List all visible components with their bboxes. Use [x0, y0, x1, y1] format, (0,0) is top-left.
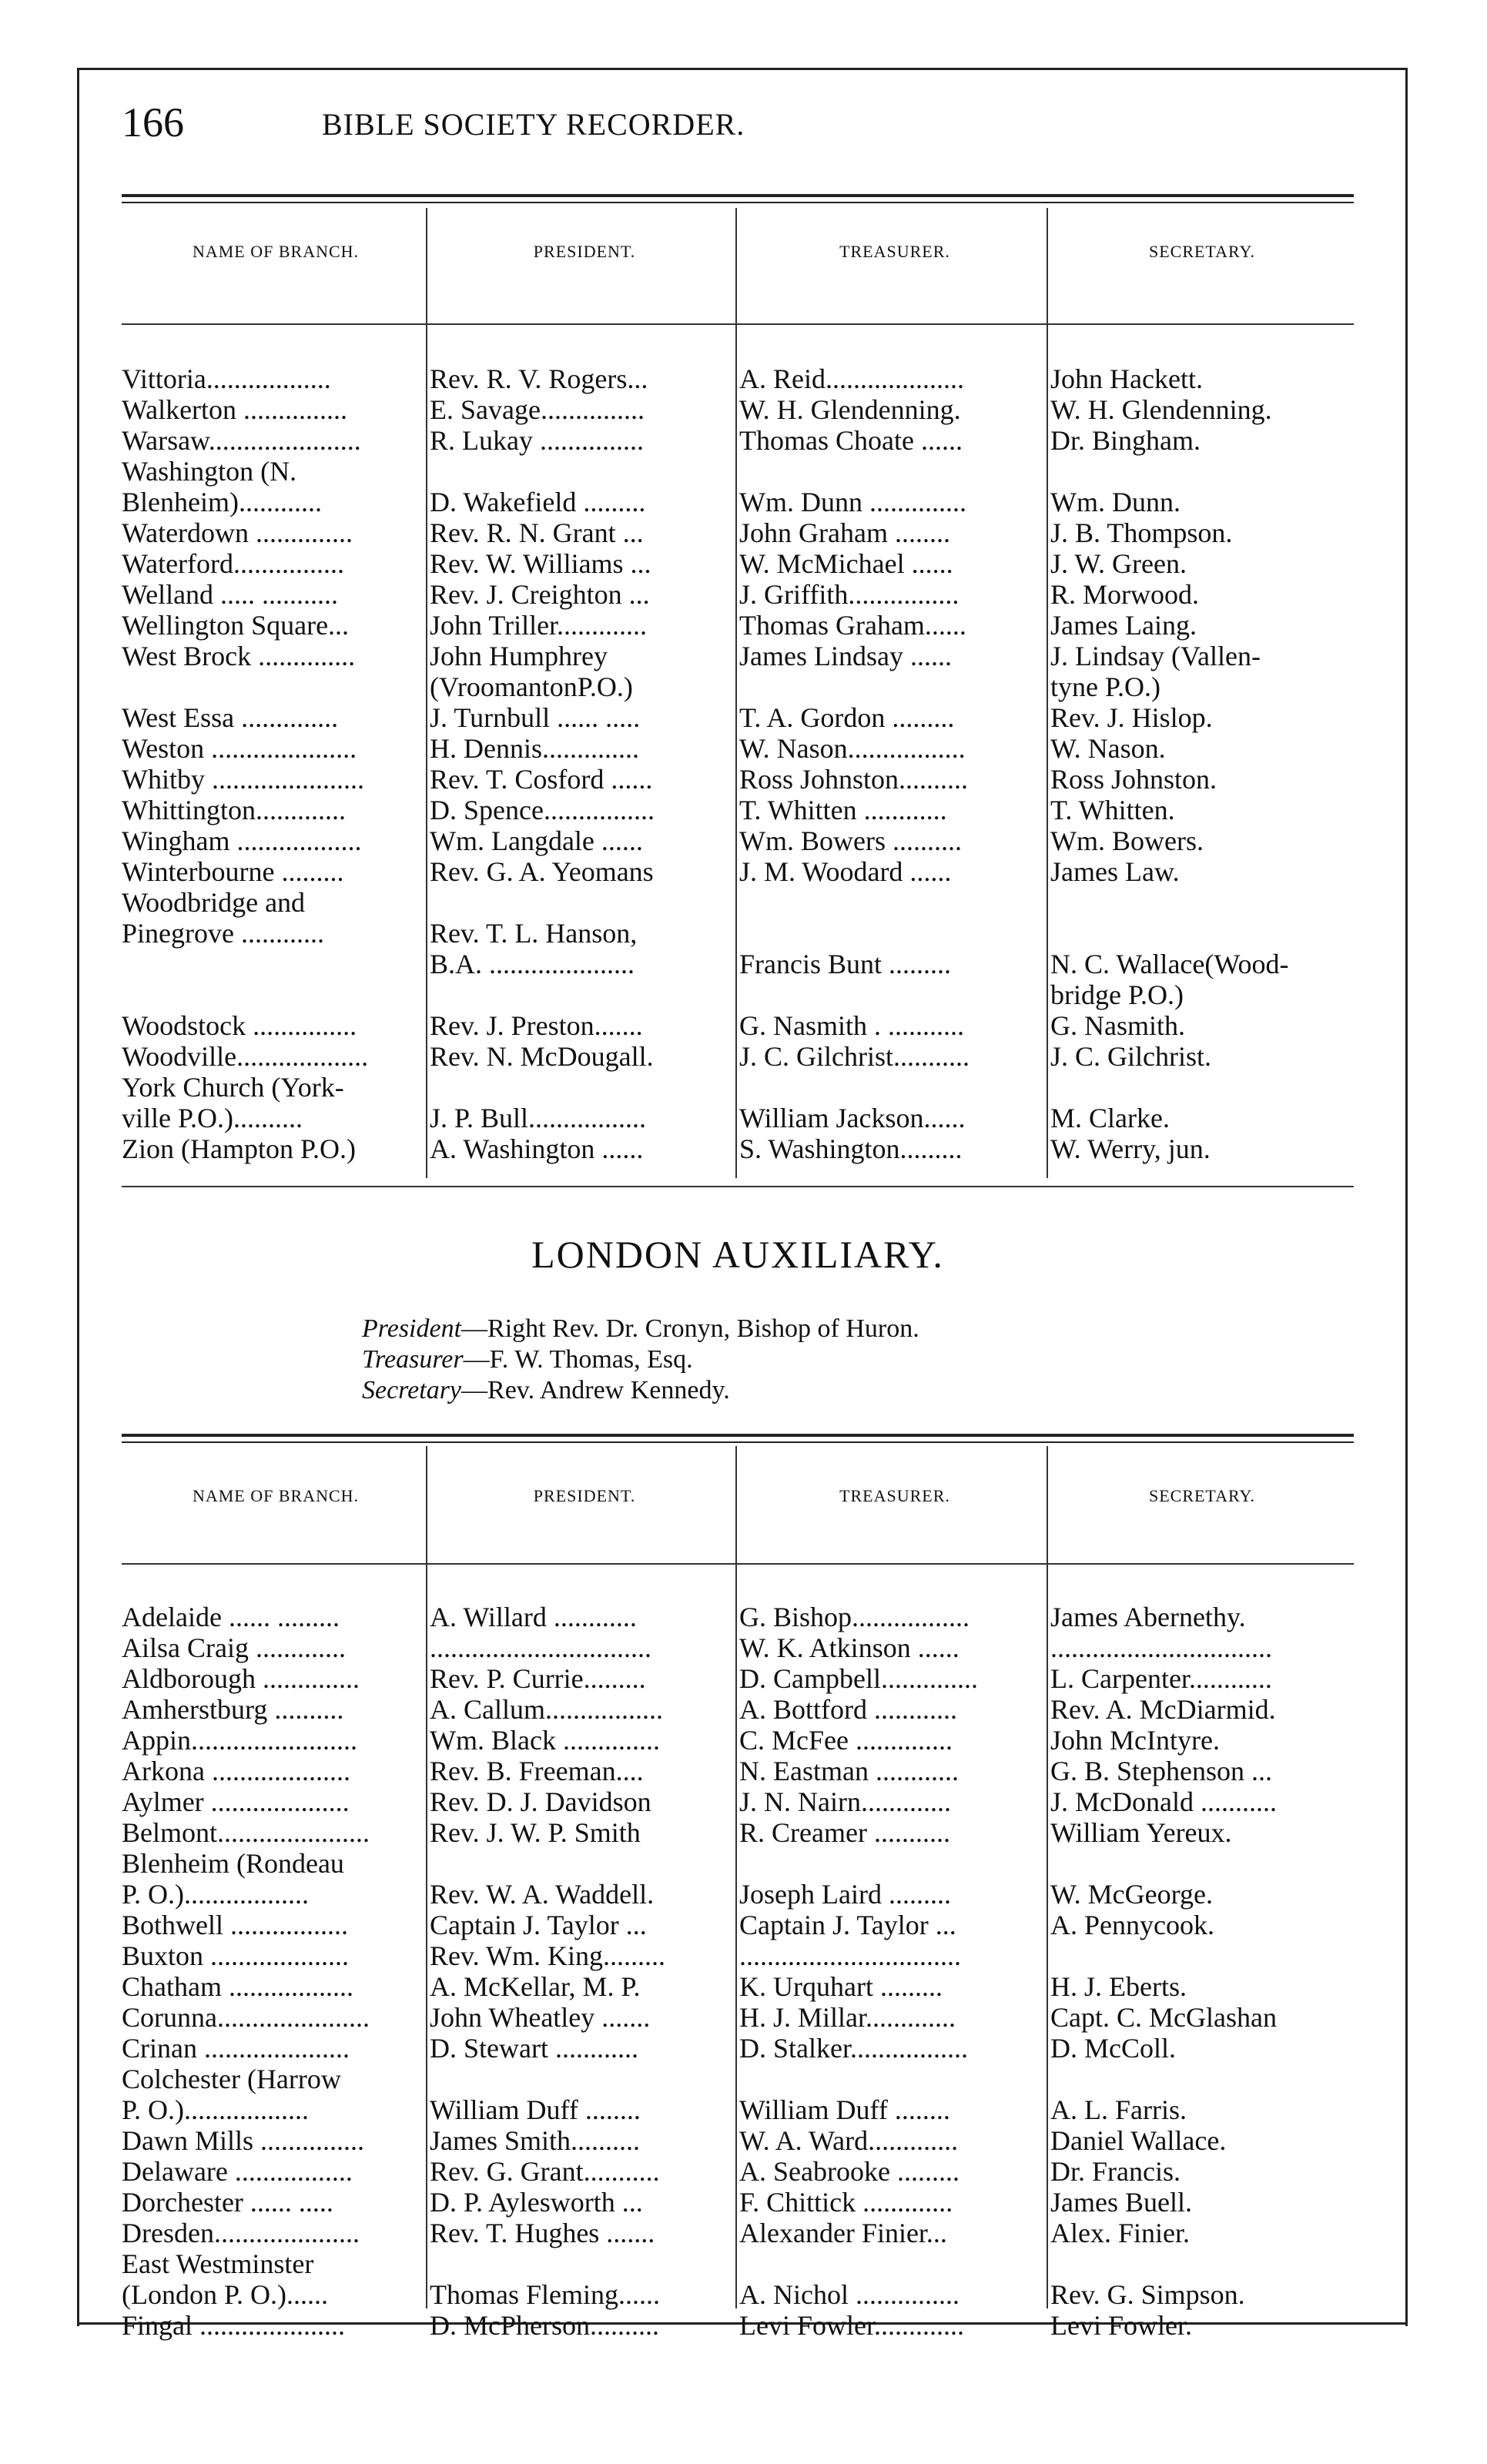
- cell-secretary: James Abernethy.: [1050, 1602, 1246, 1632]
- cell-secretary: J. Lindsay (Vallen-: [1050, 641, 1261, 671]
- cell-secretary: J. C. Gilchrist.: [1050, 1041, 1212, 1072]
- cell-treasurer: A. Nichol ...............: [739, 2279, 960, 2310]
- cell-president: A. Willard ............: [430, 1602, 637, 1632]
- cell-treasurer: William Jackson......: [739, 1103, 966, 1133]
- cell-president: D. Stewart ............: [430, 2033, 638, 2064]
- col-head-secretary: SECRETARY.: [1148, 242, 1256, 261]
- cell-treasurer: C. McFee ..............: [739, 1725, 953, 1756]
- cell-branch: East Westminster: [122, 2248, 314, 2279]
- cell-branch: Dawn Mills ...............: [122, 2125, 364, 2156]
- cell-branch: Fingal .....................: [122, 2310, 346, 2341]
- cell-president: Thomas Fleming......: [430, 2279, 660, 2310]
- cell-treasurer: K. Urquhart .........: [739, 1971, 943, 2002]
- cell-branch: Bothwell .................: [122, 1910, 348, 1940]
- cell-president: D. McPherson..........: [430, 2310, 659, 2341]
- table2-body: [122, 1602, 1354, 2341]
- cell-branch: West Essa ..............: [122, 702, 339, 733]
- officer-president-value: —Right Rev. Dr. Cronyn, Bishop of Huron.: [461, 1314, 919, 1343]
- cell-secretary: William Yereux.: [1050, 1817, 1232, 1848]
- table-row: [122, 425, 1354, 456]
- cell-treasurer: James Lindsay ......: [739, 641, 952, 671]
- table-row: [122, 394, 1354, 425]
- cell-secretary: Ross Johnston.: [1050, 764, 1217, 795]
- cell-branch: Pinegrove ............: [122, 918, 324, 949]
- cell-secretary: Alex. Finier.: [1050, 2218, 1190, 2248]
- cell-secretary: tyne P.O.): [1050, 671, 1160, 702]
- cell-branch: Aylmer ....................: [122, 1786, 350, 1817]
- cell-branch: Dorchester ...... .....: [122, 2187, 333, 2218]
- cell-secretary: M. Clarke.: [1050, 1103, 1170, 1133]
- cell-secretary: H. J. Eberts.: [1050, 1971, 1187, 2002]
- cell-treasurer: G. Bishop.................: [739, 1602, 970, 1632]
- cell-president: Rev. W. A. Waddell.: [430, 1879, 655, 1910]
- cell-branch: Whitby ......................: [122, 764, 364, 795]
- cell-treasurer: H. J. Millar.............: [739, 2002, 956, 2033]
- table-row: [122, 918, 1354, 949]
- cell-president: James Smith..........: [430, 2125, 641, 2156]
- table-row: [122, 671, 1354, 702]
- page-header: [122, 99, 1354, 160]
- cell-secretary: ................................: [1050, 1632, 1272, 1663]
- table-row: [122, 1971, 1354, 2002]
- cell-branch: Warsaw......................: [122, 425, 361, 456]
- cell-branch: ville P.O.)..........: [122, 1103, 303, 1133]
- cell-treasurer: Alexander Finier...: [739, 2218, 947, 2248]
- cell-branch: (London P. O.)......: [122, 2279, 328, 2310]
- cell-secretary: Wm. Bowers.: [1050, 825, 1204, 856]
- cell-branch: Woodbridge and: [122, 887, 306, 918]
- cell-treasurer: T. Whitten ............: [739, 795, 947, 825]
- table-row: [122, 2125, 1354, 2156]
- table-row: [122, 795, 1354, 825]
- cell-treasurer: F. Chittick .............: [739, 2187, 953, 2218]
- cell-treasurer: T. A. Gordon .........: [739, 702, 955, 733]
- cell-branch: Woodville...................: [122, 1041, 369, 1072]
- cell-branch: Dresden.....................: [122, 2218, 360, 2248]
- cell-secretary: J. B. Thompson.: [1050, 517, 1233, 548]
- cell-secretary: T. Whitten.: [1050, 795, 1175, 825]
- cell-treasurer: W. McMichael ......: [739, 548, 953, 579]
- officer-secretary-value: —Rev. Andrew Kennedy.: [461, 1376, 730, 1404]
- cell-branch: Corunna......................: [122, 2002, 370, 2033]
- cell-branch: West Brock ..............: [122, 641, 356, 671]
- cell-treasurer: Wm. Bowers ..........: [739, 825, 962, 856]
- cell-branch: Belmont......................: [122, 1817, 370, 1848]
- cell-president: J. Turnbull ...... .....: [430, 702, 641, 733]
- cell-treasurer: Francis Bunt .........: [739, 949, 951, 979]
- cell-treasurer: ................................: [739, 1940, 961, 1971]
- cell-secretary: Dr. Bingham.: [1050, 425, 1201, 456]
- cell-president: B.A. .....................: [430, 949, 635, 979]
- cell-president: Rev. J. W. P. Smith: [430, 1817, 641, 1848]
- cell-treasurer: W. H. Glendenning.: [739, 394, 961, 425]
- officer-treasurer-label: Treasurer: [362, 1345, 464, 1374]
- cell-president: Rev. R. N. Grant ...: [430, 517, 644, 548]
- table-row: [122, 733, 1354, 764]
- table-row: [122, 1756, 1354, 1786]
- cell-branch: Wellington Square...: [122, 610, 350, 641]
- officer-president: [362, 1314, 919, 1344]
- cell-branch: Whittington.............: [122, 795, 346, 825]
- cell-secretary: Rev. A. McDiarmid.: [1050, 1694, 1276, 1725]
- cell-secretary: Dr. Francis.: [1050, 2156, 1181, 2187]
- cell-treasurer: D. Stalker.................: [739, 2033, 968, 2064]
- cell-branch: Crinan .....................: [122, 2033, 350, 2064]
- col-head-treasurer: TREASURER.: [839, 242, 950, 261]
- cell-branch: Delaware .................: [122, 2156, 353, 2187]
- cell-president: John Humphrey: [430, 641, 608, 671]
- cell-treasurer: W. K. Atkinson ......: [739, 1632, 960, 1663]
- table-row: [122, 2187, 1354, 2218]
- cell-branch: Vittoria..................: [122, 363, 331, 394]
- cell-branch: Colchester (Harrow: [122, 2064, 341, 2094]
- col-head-secretary: SECRETARY.: [1148, 1486, 1256, 1505]
- cell-secretary: N. C. Wallace(Wood-: [1050, 949, 1289, 979]
- cell-president: Rev. N. McDougall.: [430, 1041, 654, 1072]
- cell-secretary: R. Morwood.: [1050, 579, 1200, 610]
- officer-treasurer-value: —F. W. Thomas, Esq.: [463, 1345, 693, 1374]
- cell-president: J. P. Bull.................: [430, 1103, 647, 1133]
- cell-president: H. Dennis..............: [430, 733, 639, 764]
- table2-top-rule: [122, 1434, 1354, 1437]
- cell-president: D. Spence................: [430, 795, 655, 825]
- table-row: [122, 2156, 1354, 2187]
- table-row: [122, 2279, 1354, 2310]
- officer-treasurer: [362, 1344, 693, 1375]
- cell-branch: Wingham ..................: [122, 825, 362, 856]
- cell-treasurer: J. C. Gilchrist...........: [739, 1041, 970, 1072]
- cell-secretary: W. Werry, jun.: [1050, 1133, 1211, 1164]
- cell-secretary: A. L. Farris.: [1050, 2094, 1187, 2125]
- col-head-branch: NAME OF BRANCH.: [192, 1486, 360, 1505]
- table-row: [122, 1786, 1354, 1817]
- cell-branch: Woodstock ...............: [122, 1010, 357, 1041]
- cell-secretary: J. McDonald ...........: [1050, 1786, 1277, 1817]
- table-row: [122, 1663, 1354, 1694]
- table-row: [122, 1602, 1354, 1632]
- cell-branch: Welland ..... ...........: [122, 579, 339, 610]
- table-row: [122, 610, 1354, 641]
- cell-president: Rev. G. A. Yeomans: [430, 856, 654, 887]
- table-row: [122, 856, 1354, 887]
- table-row: [122, 702, 1354, 733]
- cell-branch: Zion (Hampton P.O.): [122, 1133, 356, 1164]
- cell-president: Rev. Wm. King.........: [430, 1940, 665, 1971]
- table-row: [122, 1632, 1354, 1663]
- cell-president: Rev. P. Currie.........: [430, 1663, 646, 1694]
- cell-treasurer: Joseph Laird .........: [739, 1879, 951, 1910]
- table-row: [122, 1817, 1354, 1848]
- table-row: [122, 363, 1354, 394]
- cell-secretary: W. H. Glendenning.: [1050, 394, 1272, 425]
- cell-secretary: James Buell.: [1050, 2187, 1192, 2218]
- officer-secretary: [362, 1375, 730, 1406]
- cell-branch: Weston .....................: [122, 733, 357, 764]
- table-row: [122, 1072, 1354, 1103]
- table-row: [122, 456, 1354, 487]
- cell-president: Rev. W. Williams ...: [430, 548, 651, 579]
- cell-president: Rev. J. Preston.......: [430, 1010, 643, 1041]
- col-head-treasurer: TREASURER.: [839, 1486, 950, 1505]
- cell-president: D. P. Aylesworth ...: [430, 2187, 643, 2218]
- cell-president: A. McKellar, M. P.: [430, 1971, 641, 2002]
- table-row: [122, 641, 1354, 671]
- cell-branch: Walkerton ...............: [122, 394, 348, 425]
- cell-treasurer: J. Griffith................: [739, 579, 960, 610]
- cell-secretary: W. Nason.: [1050, 733, 1166, 764]
- cell-president: E. Savage...............: [430, 394, 645, 425]
- table-row: [122, 487, 1354, 517]
- cell-branch: Winterbourne .........: [122, 856, 344, 887]
- officer-secretary-label: Secretary: [362, 1376, 462, 1404]
- cell-treasurer: Ross Johnston..........: [739, 764, 969, 795]
- table-row: [122, 1848, 1354, 1879]
- cell-treasurer: W. Nason.................: [739, 733, 966, 764]
- cell-treasurer: John Graham ........: [739, 517, 950, 548]
- cell-treasurer: N. Eastman ............: [739, 1756, 959, 1786]
- cell-president: A. Washington ......: [430, 1133, 644, 1164]
- cell-secretary: D. McColl.: [1050, 2033, 1177, 2064]
- cell-president: Rev. B. Freeman....: [430, 1756, 644, 1786]
- cell-branch: Blenheim (Rondeau: [122, 1848, 344, 1879]
- table-row: [122, 1879, 1354, 1910]
- cell-branch: Blenheim)............: [122, 487, 322, 517]
- cell-secretary: Capt. C. McGlashan: [1050, 2002, 1277, 2033]
- col-head-branch: NAME OF BRANCH.: [192, 242, 360, 261]
- cell-president: Rev. T. L. Hanson,: [430, 918, 638, 949]
- cell-secretary: J. W. Green.: [1050, 548, 1187, 579]
- cell-treasurer: Thomas Graham......: [739, 610, 966, 641]
- cell-secretary: Wm. Dunn.: [1050, 487, 1181, 517]
- table1-bottom-rule: [122, 1186, 1354, 1187]
- table-row: [122, 1041, 1354, 1072]
- cell-secretary: James Laing.: [1050, 610, 1197, 641]
- cell-president: Captain J. Taylor ...: [430, 1910, 647, 1940]
- table-row: [122, 2002, 1354, 2033]
- cell-president: (VroomantonP.O.): [430, 671, 633, 702]
- table-row: [122, 1910, 1354, 1940]
- table1-top-rule: [122, 194, 1354, 197]
- cell-president: A. Callum.................: [430, 1694, 663, 1725]
- table-row: [122, 2033, 1354, 2064]
- cell-treasurer: Captain J. Taylor ...: [739, 1910, 956, 1940]
- cell-branch: Appin........................: [122, 1725, 357, 1756]
- table1-body: [122, 363, 1354, 1164]
- cell-secretary: Daniel Wallace.: [1050, 2125, 1227, 2156]
- cell-branch: P. O.)..................: [122, 2094, 310, 2125]
- cell-branch: Ailsa Craig .............: [122, 1632, 346, 1663]
- cell-president: Wm. Black ..............: [430, 1725, 660, 1756]
- table-row: [122, 1133, 1354, 1164]
- cell-treasurer: W. A. Ward.............: [739, 2125, 959, 2156]
- table-row: [122, 1010, 1354, 1041]
- table2-head-rule: [122, 1563, 1354, 1565]
- cell-treasurer: William Duff ........: [739, 2094, 950, 2125]
- cell-branch: Adelaide ...... .........: [122, 1602, 340, 1632]
- cell-treasurer: J. M. Woodard ......: [739, 856, 952, 887]
- cell-secretary: John McIntyre.: [1050, 1725, 1220, 1756]
- cell-branch: Chatham ..................: [122, 1971, 353, 2002]
- cell-secretary: Rev. G. Simpson.: [1050, 2279, 1245, 2310]
- cell-treasurer: D. Campbell..............: [739, 1663, 978, 1694]
- cell-treasurer: Wm. Dunn ..............: [739, 487, 966, 517]
- cell-branch: Washington (N.: [122, 456, 297, 487]
- table-row: [122, 579, 1354, 610]
- cell-secretary: A. Pennycook.: [1050, 1910, 1214, 1940]
- table-row: [122, 548, 1354, 579]
- cell-branch: Aldborough ..............: [122, 1663, 360, 1694]
- cell-president: Rev. T. Cosford ......: [430, 764, 653, 795]
- cell-branch: Waterdown ..............: [122, 517, 353, 548]
- cell-secretary: L. Carpenter............: [1050, 1663, 1272, 1694]
- cell-treasurer: J. N. Nairn.............: [739, 1786, 951, 1817]
- table-row: [122, 2064, 1354, 2094]
- cell-treasurer: G. Nasmith . ...........: [739, 1010, 964, 1041]
- cell-president: Wm. Langdale ......: [430, 825, 643, 856]
- table-row: [122, 949, 1354, 979]
- section-title: LONDON AUXILIARY.: [531, 1233, 944, 1276]
- table-row: [122, 2310, 1354, 2341]
- table-row: [122, 517, 1354, 548]
- cell-president: Rev. J. Creighton ...: [430, 579, 650, 610]
- cell-secretary: Rev. J. Hislop.: [1050, 702, 1213, 733]
- cell-secretary: James Law.: [1050, 856, 1180, 887]
- table-row: [122, 2094, 1354, 2125]
- cell-president: Rev. G. Grant...........: [430, 2156, 660, 2187]
- cell-treasurer: Levi Fowler.............: [739, 2310, 964, 2341]
- col-head-president: PRESIDENT.: [533, 242, 636, 261]
- cell-branch: Buxton ....................: [122, 1940, 350, 1971]
- cell-secretary: G. B. Stephenson ...: [1050, 1756, 1272, 1786]
- cell-treasurer: R. Creamer ...........: [739, 1817, 950, 1848]
- cell-president: John Triller.............: [430, 610, 648, 641]
- table-row: [122, 2218, 1354, 2248]
- cell-treasurer: A. Seabrooke .........: [739, 2156, 960, 2187]
- cell-secretary: bridge P.O.): [1050, 979, 1184, 1010]
- table-row: [122, 764, 1354, 795]
- table-row: [122, 1725, 1354, 1756]
- table-row: [122, 887, 1354, 918]
- cell-secretary: John Hackett.: [1050, 363, 1203, 394]
- officer-president-label: President: [362, 1314, 462, 1343]
- cell-branch: Amherstburg ..........: [122, 1694, 344, 1725]
- cell-branch: Arkona ....................: [122, 1756, 350, 1786]
- cell-branch: York Church (York-: [122, 1072, 344, 1103]
- cell-treasurer: A. Reid....................: [739, 363, 964, 394]
- cell-president: Rev. R. V. Rogers...: [430, 363, 648, 394]
- cell-president: William Duff ........: [430, 2094, 641, 2125]
- table-row: [122, 1694, 1354, 1725]
- cell-treasurer: Thomas Choate ......: [739, 425, 963, 456]
- cell-branch: Waterford................: [122, 548, 345, 579]
- cell-treasurer: A. Bottford ............: [739, 1694, 957, 1725]
- running-title: BIBLE SOCIETY RECORDER.: [322, 107, 745, 142]
- cell-president: Rev. D. J. Davidson: [430, 1786, 651, 1817]
- table-row: [122, 1940, 1354, 1971]
- cell-president: John Wheatley .......: [430, 2002, 651, 2033]
- page-number: 166: [122, 99, 184, 146]
- table-row: [122, 2248, 1354, 2279]
- cell-branch: P. O.)..................: [122, 1879, 310, 1910]
- table-row: [122, 979, 1354, 1010]
- cell-secretary: G. Nasmith.: [1050, 1010, 1185, 1041]
- cell-president: D. Wakefield .........: [430, 487, 646, 517]
- cell-secretary: Levi Fowler.: [1050, 2310, 1192, 2341]
- cell-treasurer: S. Washington.........: [739, 1133, 963, 1164]
- cell-secretary: W. McGeorge.: [1050, 1879, 1213, 1910]
- table-row: [122, 1103, 1354, 1133]
- table1-head-rule: [122, 323, 1354, 325]
- cell-president: R. Lukay ...............: [430, 425, 644, 456]
- table-row: [122, 825, 1354, 856]
- cell-president: Rev. T. Hughes .......: [430, 2218, 655, 2248]
- cell-president: ................................: [430, 1632, 651, 1663]
- col-head-president: PRESIDENT.: [533, 1486, 636, 1505]
